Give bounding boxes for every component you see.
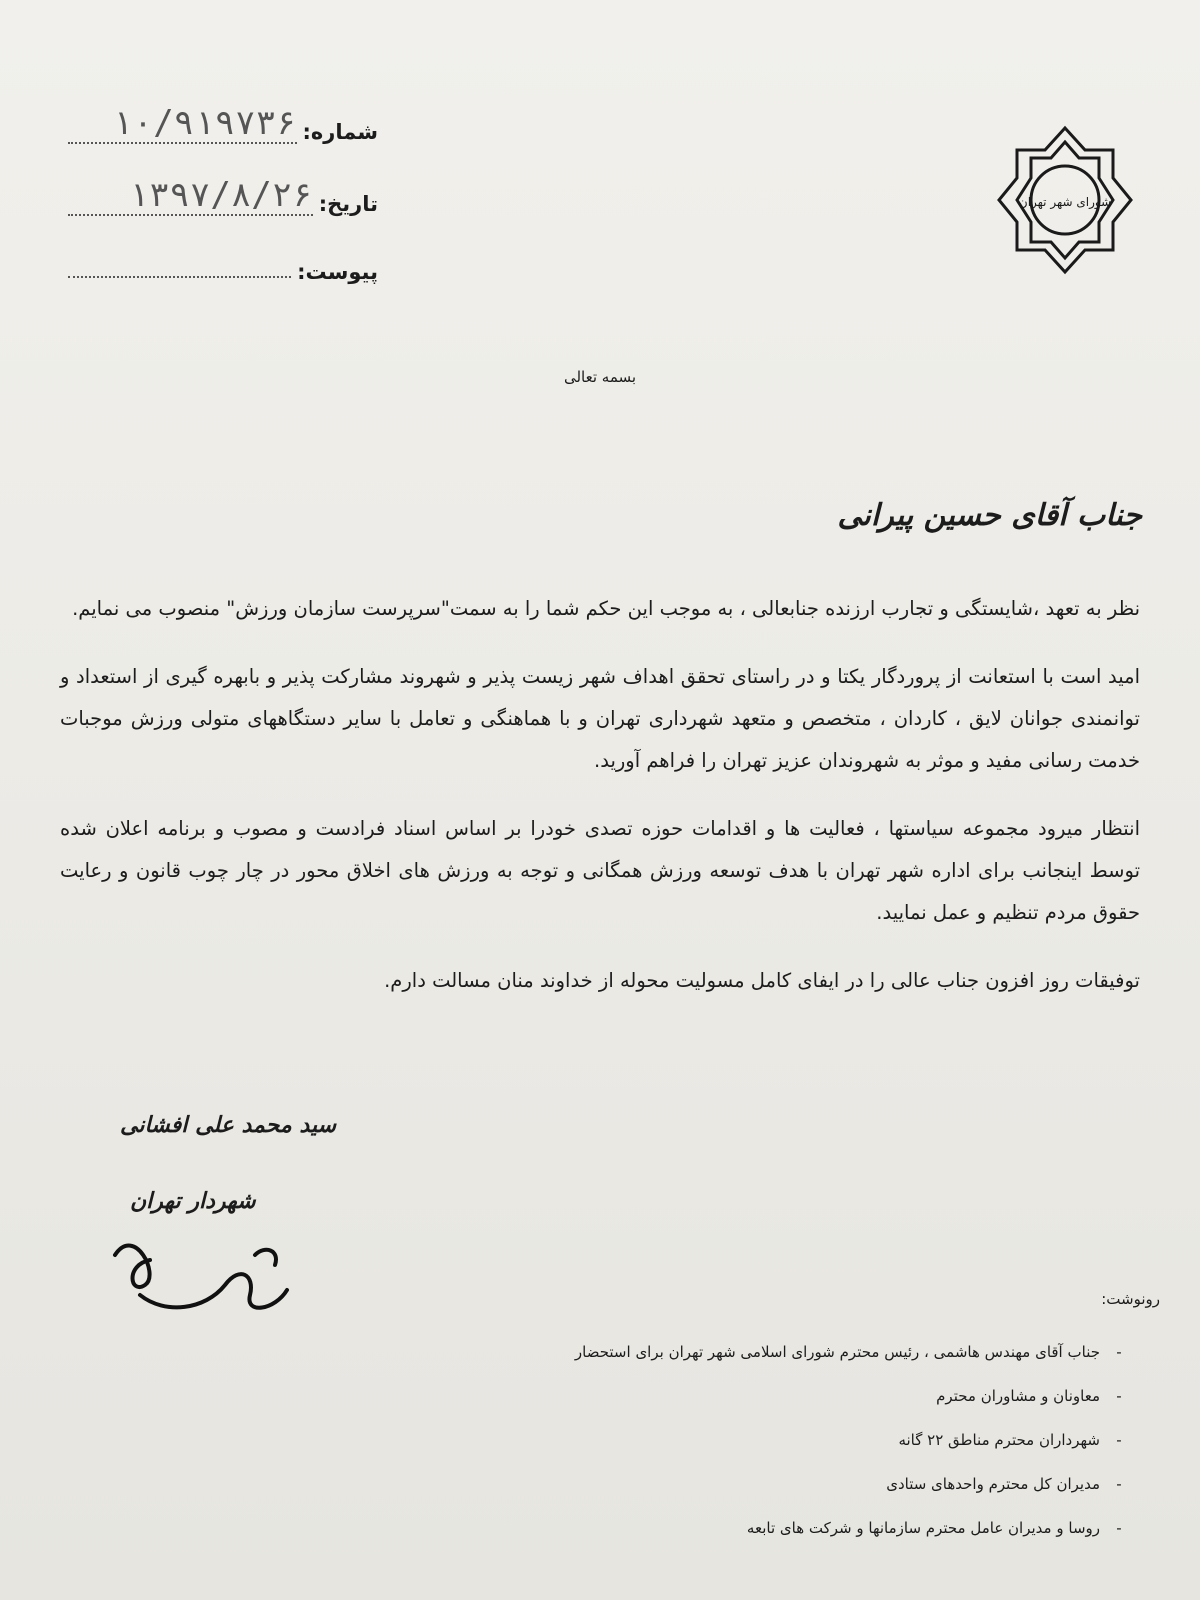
body-paragraph-1: نظر به تعهد ،شایستگی و تجارب ارزنده جنابعالی ، به موجب این حکم شما را به سمت"سرپرست سازمان ورزش" منصوب می نمایم. <box>72 597 1140 620</box>
cc-title: رونوشت: <box>1101 1290 1160 1308</box>
cc-item-text: معاونان و مشاوران محترم <box>936 1387 1100 1405</box>
tehran-council-logo <box>995 120 1135 280</box>
bismillah: بسمه تعالی <box>563 368 637 386</box>
date-field <box>68 172 378 216</box>
cc-item: - روسا و مدیران عامل محترم سازمانها و شرکت های تابعه <box>746 1519 1122 1537</box>
number-label: شماره: <box>302 120 378 144</box>
attachment-field <box>68 240 378 284</box>
cc-item-text: روسا و مدیران عامل محترم سازمانها و شرکت های تابعه <box>746 1519 1100 1537</box>
addressee: جناب آقای حسین پیرانی <box>837 498 1142 533</box>
handwritten-signature <box>105 1215 295 1325</box>
signer-name: سید محمد علی افشانی <box>120 1112 337 1138</box>
number-field <box>68 100 378 144</box>
cc-item-text: مدیران کل محترم واحدهای ستادی <box>886 1475 1100 1493</box>
cc-item: - جناب آقای مهندس هاشمی ، رئیس محترم شورای اسلامی شهر تهران برای استحضار <box>574 1343 1122 1361</box>
cc-item-text: شهرداران محترم مناطق ۲۲ گانه <box>898 1431 1100 1449</box>
cc-item-text: جناب آقای مهندس هاشمی ، رئیس محترم شورای اسلامی شهر تهران برای استحضار <box>574 1343 1100 1361</box>
signer-title: شهردار تهران <box>130 1188 256 1214</box>
date-label: تاریخ: <box>318 192 378 216</box>
attachment-label: پیوست: <box>297 260 378 284</box>
cc-item: - مدیران کل محترم واحدهای ستادی <box>886 1475 1122 1493</box>
letter-body <box>60 588 1140 1028</box>
cc-item: - شهرداران محترم مناطق ۲۲ گانه <box>898 1431 1122 1449</box>
logo-text: شورای شهر تهران <box>1018 195 1112 209</box>
cc-item: - معاونان و مشاوران محترم <box>936 1387 1122 1405</box>
cc-list <box>430 1330 1130 1550</box>
attachment-blank <box>68 272 291 278</box>
body-paragraph-3: انتظار میرود مجموعه سیاستها ، فعالیت ها و اقدامات حوزه تصدی خودرا بر اساس اسناد فرادست و مصوب و برنامه اعلان شده توسط اینجانب برای اداره شهر تهران با هدف توسعه ورزش همگانی و توجه به ورزش های اخلاق محور در چار چوب قانون و رعایت حقوق مردم تنظیم و عمل نمایید. <box>60 817 1140 924</box>
date-value: ۱۳۹۷/۸/۲۶ <box>68 178 313 216</box>
body-paragraph-2: امید است با استعانت از پروردگار یکتا و در راستای تحقق اهداف شهر زیست پذیر و شهروند مشارکت پذیر و بابهره گیری از استعداد و توانمندی جوانان لایق ، کاردان ، متخصص و متعهد شهرداری تهران و با هماهنگی و تعامل با سایر دستگاههای متولی ورزش موجبات خدمت رسانی مفید و موثر به شهروندان عزیز تهران را فراهم آورید. <box>60 665 1140 772</box>
number-value: ۱۰/۹۱۹۷۳۶ <box>68 106 297 144</box>
body-paragraph-4: توفیقات روز افزون جناب عالی را در ایفای کامل مسولیت محوله از خداوند منان مسالت دارم. <box>384 969 1140 992</box>
